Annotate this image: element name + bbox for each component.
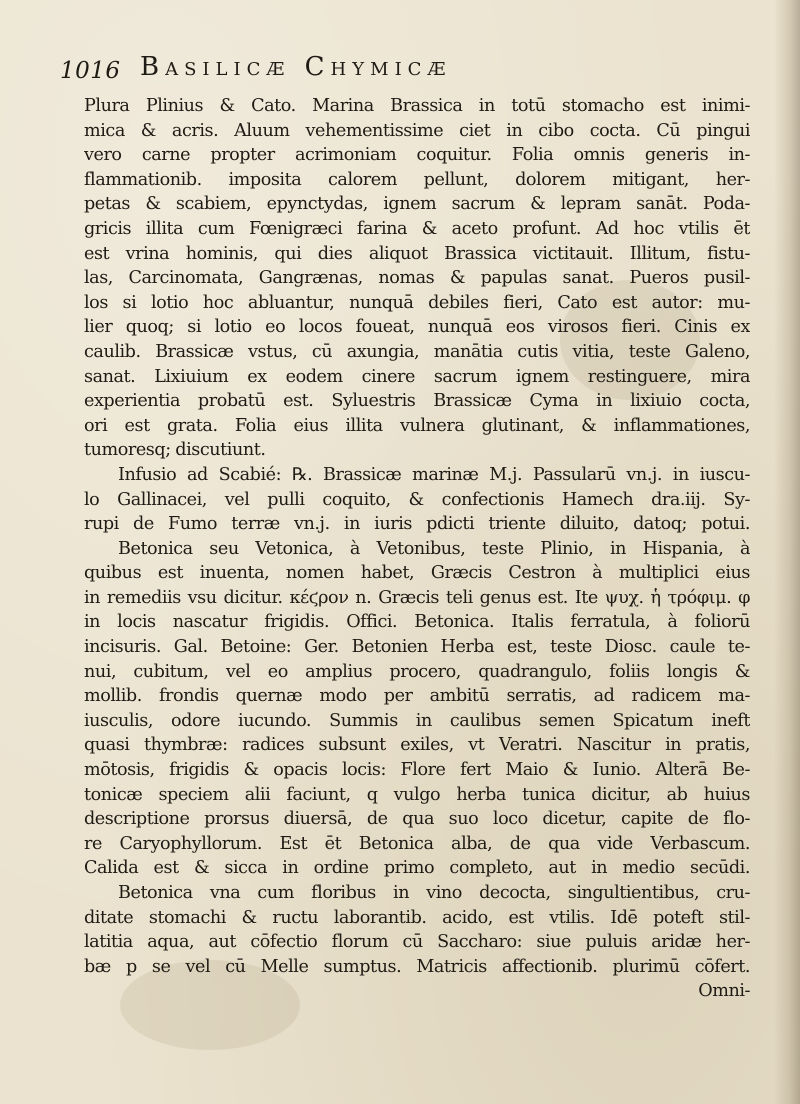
text-line: in locis nascatur frigidis. Offici. Betonica. Italis ferratula, à foliorū	[84, 612, 750, 633]
text-line: Infusio ad Scabié: ℞. Brassicæ marinæ M.j. Passularū vn.j. in iuscu-	[118, 464, 750, 485]
text-line: in remediis vsu dicitur. κέϛρον n. Græcis teli genus est. Ite ψυχ. ἡ τρόφιμ. φ	[84, 587, 750, 608]
text-line: las, Carcinomata, Gangrænas, nomas & papulas sanat. Pueros pusil-	[84, 268, 750, 289]
page-gutter-shadow	[774, 0, 800, 1104]
text-line: tonicæ speciem alii faciunt, q vulgo herba tunica dicitur, ab huius	[84, 784, 750, 805]
text-line: est vrina hominis, qui dies aliquot Brassica victitauit. Illitum, fistu-	[84, 243, 750, 264]
running-title: Basilicæ Chymicæ	[140, 52, 452, 82]
text-line: Betonica seu Vetonica, à Vetonibus, teste Plinio, in Hispania, à	[118, 538, 750, 559]
text-line: quasi thymbræ: radices subsunt exiles, vt Veratri. Nascitur in pratis,	[84, 735, 750, 756]
body-text	[84, 94, 750, 1004]
catchword: Omni-	[698, 981, 750, 1002]
text-line: ditate stomachi & ructu laborantib. acido, est vtilis. Idē poteft stil-	[84, 907, 750, 928]
text-line: bæ p se vel cū Melle sumptus. Matricis affectionib. plurimū cōfert.	[84, 956, 750, 977]
text-line: mica & acris. Aluum vehementissime ciet in cibo cocta. Cū pingui	[84, 120, 750, 141]
text-line: rupi de Fumo terræ vn.j. in iuris pdicti triente diluito, datoq; potui.	[84, 514, 750, 535]
text-line: ori est grata. Folia eius illita vulnera glutinant, & inflammationes,	[84, 415, 750, 436]
text-line: latitia aqua, aut cōfectio florum cū Saccharo: siue puluis aridæ her-	[84, 932, 750, 953]
text-line: iusculis, odore iucundo. Summis in caulibus semen Spicatum ineft	[84, 710, 750, 731]
text-line: mōtosis, frigidis & opacis locis: Flore fert Maio & Iunio. Alterā Be-	[84, 760, 750, 781]
text-line: los si lotio hoc abluantur, nunquā debiles fieri, Cato est autor: mu-	[84, 292, 750, 313]
text-line: experientia probatū est. Syluestris Brassicæ Cyma in lixiuio cocta,	[84, 391, 750, 412]
text-line: tumoresq; discutiunt.	[84, 440, 266, 461]
text-line: Plura Plinius & Cato. Marina Brassica in totū stomacho est inimi-	[84, 96, 750, 116]
text-line: mollib. frondis quernæ modo per ambitū serratis, ad radicem ma-	[84, 686, 750, 707]
text-line: nui, cubitum, vel eo amplius procero, quadrangulo, foliis longis &	[84, 661, 750, 682]
text-line: gricis illita cum Fœnigræci farina & aceto profunt. Ad hoc vtilis ēt	[84, 218, 750, 239]
text-line: caulib. Brassicæ vstus, cū axungia, manātia cutis vitia, teste Galeno,	[84, 341, 750, 362]
page-number: 1016	[60, 58, 121, 84]
page-header	[60, 52, 760, 88]
text-line: quibus est inuenta, nomen habet, Græcis Cestron à multiplici eius	[84, 563, 750, 584]
text-line: sanat. Lixiuium ex eodem cinere sacrum ignem restinguere, mira	[84, 366, 750, 387]
text-line: lo Gallinacei, vel pulli coquito, & confectionis Hamech dra.iij. Sy-	[84, 489, 750, 510]
text-line: Betonica vna cum floribus in vino decocta, singultientibus, cru-	[118, 883, 750, 903]
text-line: petas & scabiem, epynctydas, ignem sacrum & lepram sanāt. Poda-	[84, 194, 750, 215]
text-line: flammationib. imposita calorem pellunt, dolorem mitigant, her-	[84, 169, 750, 190]
text-line: vero carne propter acrimoniam coquitur. Folia omnis generis in-	[84, 145, 750, 166]
text-line: incisuris. Gal. Betoine: Ger. Betonien Herba est, teste Diosc. caule te-	[84, 637, 750, 658]
text-line: re Caryophyllorum. Est ēt Betonica alba, de qua vide Verbascum.	[84, 833, 750, 854]
text-line: Calida est & sicca in ordine primo completo, aut in medio secūdi.	[84, 858, 750, 879]
text-line: lier quoq; si lotio eo locos foueat, nunquā eos virosos fieri. Cinis ex	[84, 317, 750, 338]
text-line: descriptione prorsus diuersā, de qua suo loco dicetur, capite de flo-	[84, 809, 750, 830]
